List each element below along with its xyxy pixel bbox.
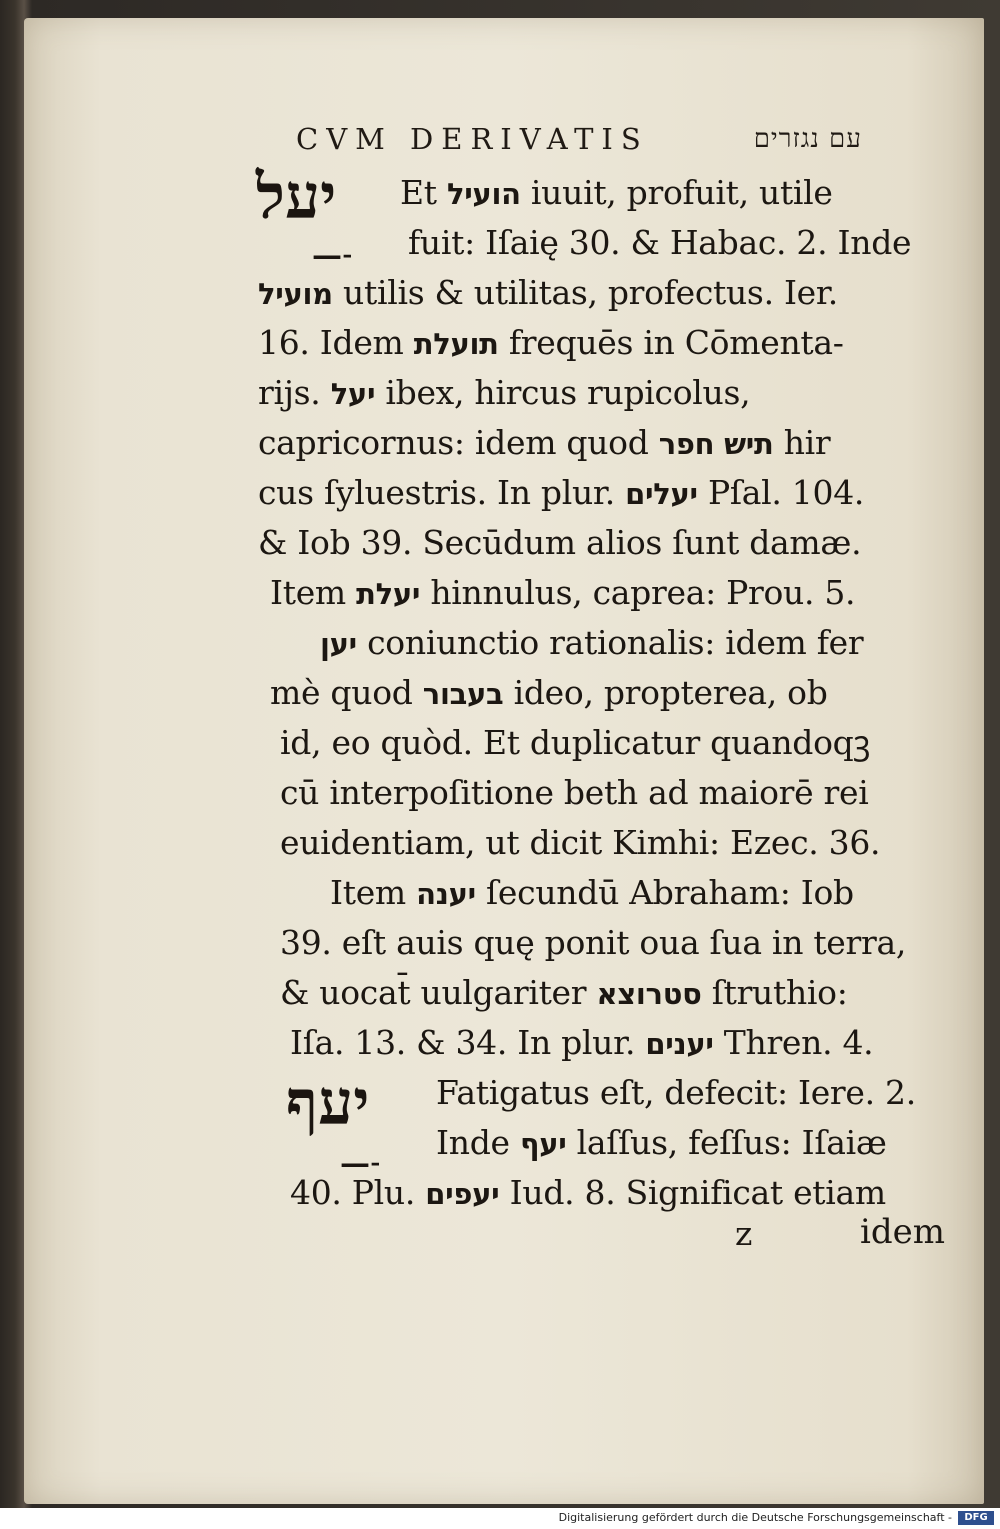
latin-text: id, eo quòd. Et duplicatur quandoqꝫ xyxy=(280,723,871,762)
header-hebrew: עם נגזרים xyxy=(753,124,862,154)
hebrew-word: הועיל xyxy=(446,177,521,211)
hebrew-word: יעל xyxy=(330,377,376,411)
latin-text: 40. Plu. xyxy=(290,1173,426,1212)
latin-text: ſecundū Abraham: Iob xyxy=(475,873,854,912)
dfg-logo: DFG xyxy=(958,1511,994,1525)
latin-text: capricornus: idem quod xyxy=(258,423,659,462)
latin-text: hinnulus, caprea: Prou. 5. xyxy=(420,573,856,612)
latin-text: & uocat̄ uulgariter xyxy=(280,973,597,1012)
text-line xyxy=(270,568,855,618)
latin-text: frequēs in Cōmenta- xyxy=(498,323,844,362)
hebrew-word: יעלים xyxy=(625,477,698,511)
signature-mark: z xyxy=(735,1214,753,1253)
headword-yaal: יעל xyxy=(256,160,337,233)
text-line xyxy=(330,868,854,918)
hebrew-word: סטרוצא xyxy=(596,977,702,1011)
latin-text: Inde xyxy=(436,1123,520,1162)
latin-text: ſtruthio: xyxy=(701,973,848,1012)
latin-text: Fatigatus eſt, defecit: Iere. 2. xyxy=(436,1073,916,1112)
latin-text: euidentiam, ut dicit Kimhi: Ezec. 36. xyxy=(280,823,881,862)
latin-text: 16. Idem xyxy=(258,323,414,362)
latin-text: hir xyxy=(773,423,831,462)
text-line xyxy=(270,668,828,718)
header-latin: CVM DERIVATIS xyxy=(296,122,649,156)
latin-text: & Iob 39. Secūdum alios ſunt damæ. xyxy=(258,523,862,562)
catchword: idem xyxy=(860,1212,945,1252)
text-line xyxy=(258,518,861,568)
latin-text: cus ſyluestris. In plur. xyxy=(258,473,626,512)
hebrew-word: מועיל xyxy=(258,277,333,311)
text-line xyxy=(280,768,869,818)
hebrew-word: בעבור xyxy=(422,677,504,711)
hebrew-word: יענים xyxy=(645,1027,714,1061)
latin-text: laſſus, feſſus: Iſaiæ xyxy=(566,1123,887,1162)
text-line xyxy=(280,918,906,968)
hebrew-word: תועלת xyxy=(413,327,499,361)
text-line xyxy=(258,418,830,468)
hebrew-word: יענה xyxy=(416,877,476,911)
latin-text: utilis & utilitas, profectus. Ier. xyxy=(332,273,838,312)
text-line xyxy=(408,218,911,268)
text-line xyxy=(258,318,844,368)
text-line xyxy=(290,1168,886,1218)
latin-text: Thren. 4. xyxy=(713,1023,874,1062)
latin-text: cū interpoſitione beth ad maiorē rei xyxy=(280,773,869,812)
text-line xyxy=(400,168,833,218)
hebrew-word: יעפים xyxy=(425,1177,500,1211)
headword-underline-2: —˗ xyxy=(340,1146,382,1181)
hebrew-word: תיש חפר xyxy=(658,427,774,461)
text-line xyxy=(280,968,848,1018)
text-line xyxy=(258,368,750,418)
text-line xyxy=(436,1068,916,1118)
text-line xyxy=(258,268,838,318)
footer-credit: Digitalisierung gefördert durch die Deutsche Forschungsgemeinschaft - xyxy=(558,1511,952,1524)
latin-text: mè quod xyxy=(270,673,423,712)
hebrew-word: יען xyxy=(320,627,357,661)
hebrew-word: יעלת xyxy=(356,577,421,611)
latin-text: iuuit, profuit, utile xyxy=(520,173,833,212)
headword-underline-1: —˗ xyxy=(312,238,354,273)
latin-text: Iud. 8. Significat etiam xyxy=(499,1173,886,1212)
latin-text: 39. eſt auis quę ponit oua ſua in terra, xyxy=(280,923,907,962)
latin-text: coniunctio rationalis: idem fer xyxy=(356,623,864,662)
text-line xyxy=(280,718,870,768)
footer-bar xyxy=(0,1508,1000,1529)
text-line xyxy=(436,1118,887,1168)
text-line xyxy=(258,468,864,518)
running-header xyxy=(296,122,876,162)
latin-text: Et xyxy=(400,173,447,212)
latin-text: Item xyxy=(330,873,417,912)
latin-text: rijs. xyxy=(258,373,331,412)
latin-text: Pſal. 104. xyxy=(697,473,865,512)
text-line xyxy=(290,1018,873,1068)
latin-text: ideo, propterea, ob xyxy=(503,673,828,712)
latin-text: fuit: Iſaię 30. & Habac. 2. Inde xyxy=(408,223,912,262)
text-line xyxy=(320,618,863,668)
latin-text: Item xyxy=(270,573,357,612)
latin-text: ibex, hircus rupicolus, xyxy=(375,373,751,412)
headword-yaaf: יעף xyxy=(286,1066,370,1139)
text-line xyxy=(280,818,880,868)
hebrew-word: יעף xyxy=(519,1127,567,1161)
latin-text: Iſa. 13. & 34. In plur. xyxy=(290,1023,646,1062)
